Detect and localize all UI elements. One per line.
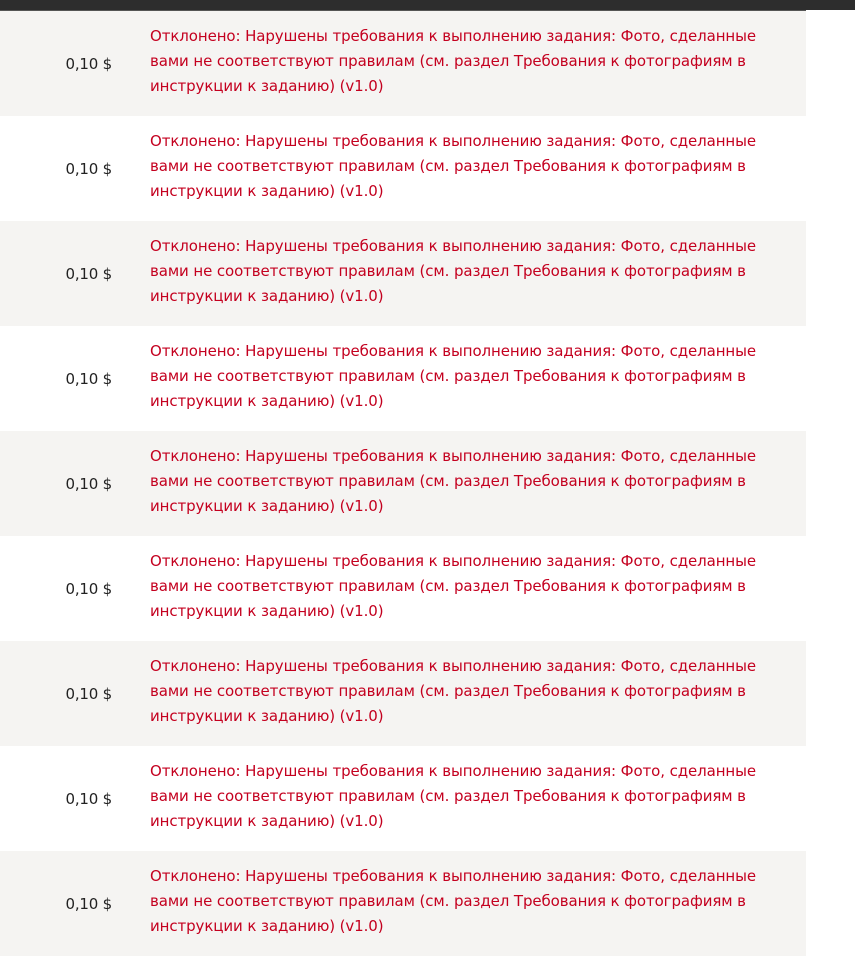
task-reward-amount: 0,10 $ (65, 894, 112, 913)
task-row (0, 11, 806, 116)
task-history-list (0, 11, 806, 956)
task-row (0, 641, 806, 746)
task-row (0, 536, 806, 641)
task-row (0, 851, 806, 956)
task-rejection-reason: Отклонено: Нарушены требования к выполнению задания: Фото, сделанные вами не соответствуют правилам (см. раздел Требования к фотографиям в инструкции к заданию) (v1.0) (150, 762, 757, 830)
task-rejection-reason: Отклонено: Нарушены требования к выполнению задания: Фото, сделанные вами не соответствуют правилам (см. раздел Требования к фотографиям в инструкции к заданию) (v1.0) (150, 237, 757, 305)
task-reward-amount: 0,10 $ (65, 474, 112, 493)
task-row (0, 221, 806, 326)
task-row (0, 326, 806, 431)
task-row (0, 746, 806, 851)
task-rejection-reason: Отклонено: Нарушены требования к выполнению задания: Фото, сделанные вами не соответствуют правилам (см. раздел Требования к фотографиям в инструкции к заданию) (v1.0) (150, 867, 757, 935)
task-rejection-reason: Отклонено: Нарушены требования к выполнению задания: Фото, сделанные вами не соответствуют правилам (см. раздел Требования к фотографиям в инструкции к заданию) (v1.0) (150, 342, 757, 410)
task-reward-amount: 0,10 $ (65, 264, 112, 283)
task-row (0, 116, 806, 221)
window-top-bar (0, 0, 855, 10)
task-rejection-reason: Отклонено: Нарушены требования к выполнению задания: Фото, сделанные вами не соответствуют правилам (см. раздел Требования к фотографиям в инструкции к заданию) (v1.0) (150, 552, 757, 620)
task-rejection-reason: Отклонено: Нарушены требования к выполнению задания: Фото, сделанные вами не соответствуют правилам (см. раздел Требования к фотографиям в инструкции к заданию) (v1.0) (150, 132, 757, 200)
right-gutter (806, 10, 855, 954)
task-rejection-reason: Отклонено: Нарушены требования к выполнению задания: Фото, сделанные вами не соответствуют правилам (см. раздел Требования к фотографиям в инструкции к заданию) (v1.0) (150, 27, 757, 95)
task-reward-amount: 0,10 $ (65, 789, 112, 808)
task-reward-amount: 0,10 $ (65, 579, 112, 598)
task-row (0, 431, 806, 536)
task-reward-amount: 0,10 $ (65, 54, 112, 73)
task-reward-amount: 0,10 $ (65, 684, 112, 703)
task-reward-amount: 0,10 $ (65, 159, 112, 178)
task-rejection-reason: Отклонено: Нарушены требования к выполнению задания: Фото, сделанные вами не соответствуют правилам (см. раздел Требования к фотографиям в инструкции к заданию) (v1.0) (150, 657, 757, 725)
task-reward-amount: 0,10 $ (65, 369, 112, 388)
task-rejection-reason: Отклонено: Нарушены требования к выполнению задания: Фото, сделанные вами не соответствуют правилам (см. раздел Требования к фотографиям в инструкции к заданию) (v1.0) (150, 447, 757, 515)
